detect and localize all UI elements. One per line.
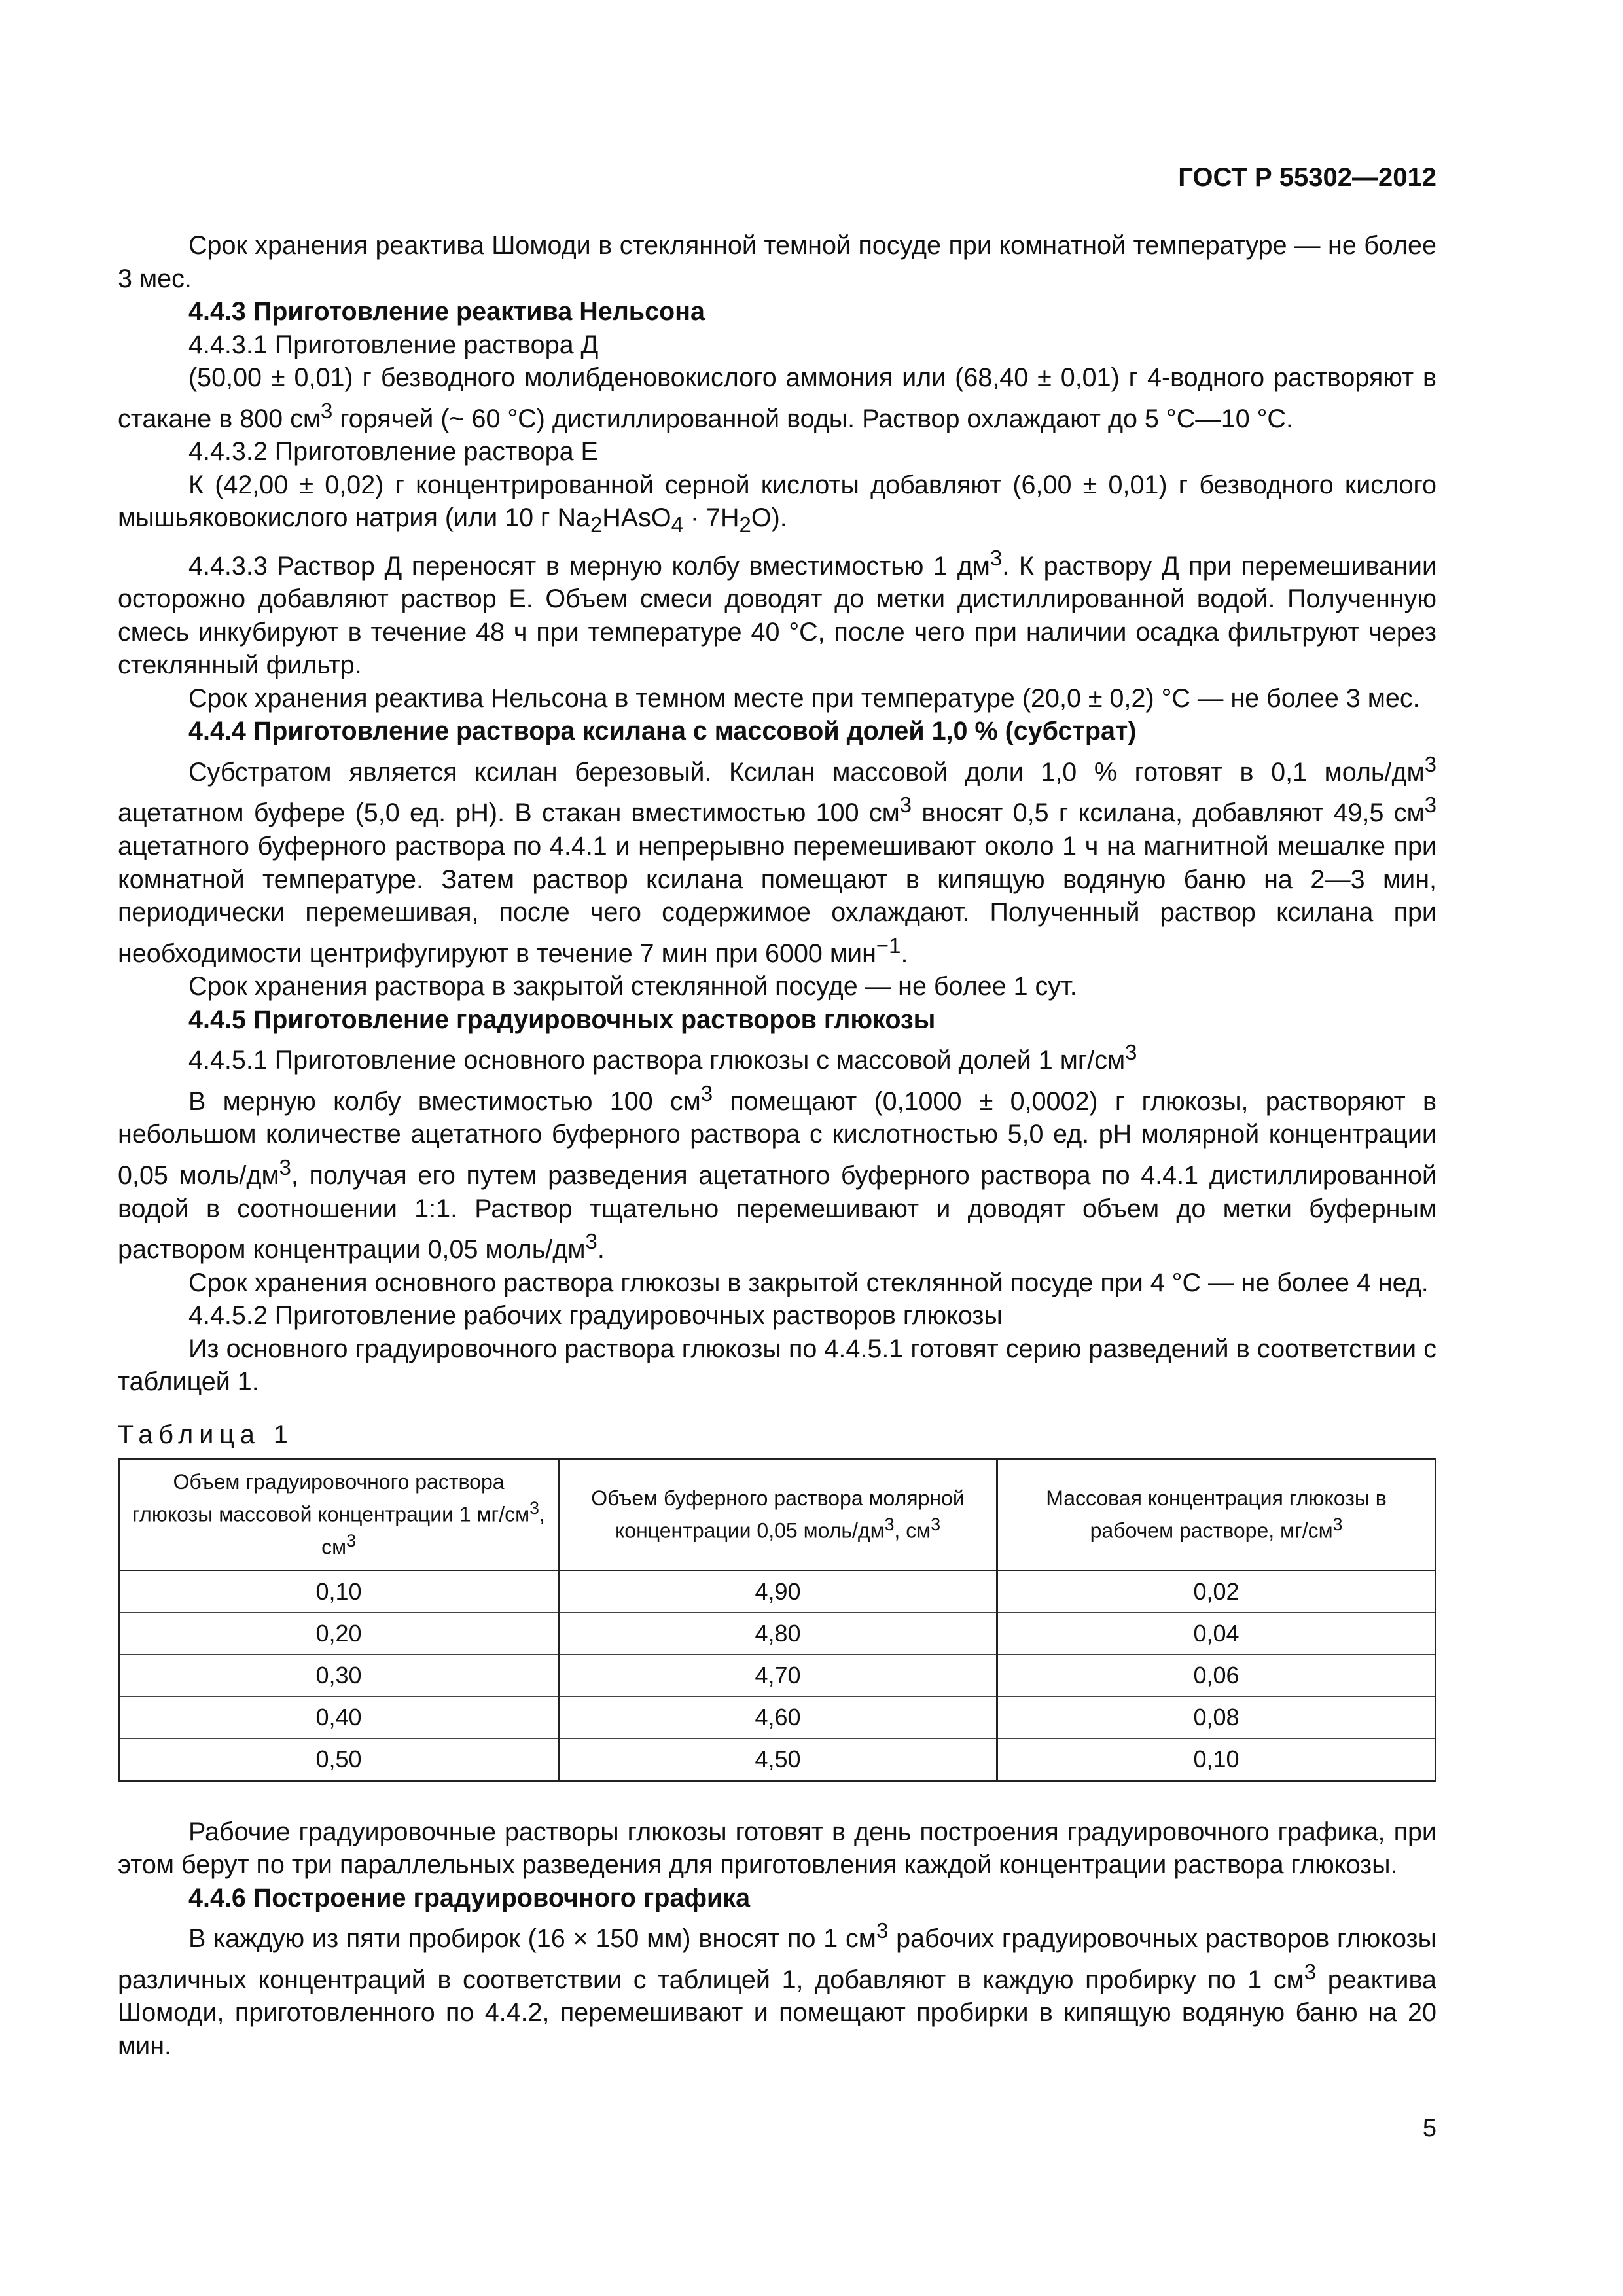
table-cell: 4,90 (559, 1570, 997, 1613)
column-header: Объем буферного раствора молярной концентрации 0,05 моль/$дм^3$, $см^3$ (559, 1459, 997, 1570)
section-heading-4-4-5: 4.4.5 Приготовление градуировочных растворов глюкозы (188, 1005, 936, 1034)
document-body (118, 229, 1436, 2062)
paragraph-calibration-procedure: В каждую из пяти пробирок (16 × 150 мм) вносят по 1 $см^3$ рабочих градуировочных растворов глюкозы различных концентраций в соответствии с таблицей 1, добавляют в каждую пробирку по 1 $см^3$ реактива Шомоди, приготовленного по 4.4.2, перемешивают и помещают пробирки в кипящую водяную баню на 20 мин. (118, 1918, 1437, 2060)
table-cell: 0,10 (119, 1570, 559, 1613)
paragraph-solution-d: (50,00 ± 0,01) г безводного молибденовокислого аммония или (68,40 ± 0,01) г 4-водного растворяют в стакане в 800 $см^3$ горячей (~ 60 °С) дистиллированной воды. Раствор охлаждают до 5 °С—10 °С. (118, 363, 1436, 433)
subsection-4-4-5-1: 4.4.5.1 Приготовление основного раствора глюкозы с массовой долей 1 $мг/см^3$ (188, 1040, 1137, 1075)
column-header: Массовая концентрация глюкозы в рабочем растворе, $мг/см^3$ (997, 1459, 1435, 1570)
paragraph-glucose-stock: В мерную колбу вместимостью 100 $см^3$ помещают (0,1000 ± 0,0002) г глюкозы, растворяют в небольшом количестве ацетатного буферного раствора с кислотностью 5,0 ед. pH молярной концентрации 0,05 моль/$дм^3$, получая его путем разведения ацетатного буферного раствора по 4.4.1 дистиллированной водой в соотношении 1:1. Раствор тщательно перемешивают и доводят объем до метки буферным раствором концентрации 0,05 моль/$дм^3$. (118, 1081, 1437, 1265)
table-row (119, 1613, 1436, 1655)
table-cell: 0,08 (997, 1696, 1435, 1738)
table-row (119, 1738, 1436, 1781)
spacer (118, 1399, 1436, 1418)
table-cell: 0,06 (997, 1655, 1435, 1696)
paragraph-somogyi-storage: Срок хранения реактива Шомоди в стеклянной темной посуде при комнатной температуре — не более 3 мес. (118, 231, 1436, 293)
paragraph-nelson-storage: Срок хранения реактива Нельсона в темном месте при температуре (20,0 ± 0,2) °С — не более 3 мес. (188, 683, 1420, 713)
table-cell: 4,70 (559, 1655, 997, 1696)
table-cell: 0,30 (119, 1655, 559, 1696)
paragraph-4-4-3-3: 4.4.3.3 Раствор Д переносят в мерную колбу вместимостью 1 $дм^3$. К раствору Д при перемешивании осторожно добавляют раствор Е. Объем смеси доводят до метки дистиллированной водой. Полученную смесь инкубируют в течение 48 ч при температуре 40 °С, после чего при наличии осадка фильтруют через стеклянный фильтр. (118, 545, 1437, 680)
table-cell: 0,20 (119, 1613, 559, 1655)
table-cell: 0,40 (119, 1696, 559, 1738)
section-heading-4-4-6: 4.4.6 Построение градуировочного графика (188, 1883, 751, 1912)
table-cell: 4,50 (559, 1738, 997, 1781)
page-number: 5 (1422, 2115, 1436, 2142)
column-header: Объем градуировочного раствора глюкозы массовой концентрации 1 $мг/см^3$, $см^3$ (119, 1459, 559, 1570)
table-cell: 0,10 (997, 1738, 1435, 1781)
paragraph-working-solutions: Рабочие градуировочные растворы глюкозы готовят в день построения градуировочного графика, при этом берут по три параллельных разведения для приготовления каждой концентрации раствора глюкозы. (118, 1817, 1436, 1880)
subsection-4-4-3-1: 4.4.3.1 Приготовление раствора Д (188, 330, 599, 359)
paragraph-dilution-series: Из основного градуировочного раствора глюкозы по 4.4.5.1 готовят серию разведений в соответствии с таблицей 1. (118, 1334, 1436, 1397)
paragraph-xylan-storage: Срок хранения раствора в закрытой стеклянной посуде — не более 1 сут. (188, 972, 1077, 1001)
table-header-row (119, 1459, 1436, 1570)
table-row (119, 1696, 1436, 1738)
table-caption: Таблица 1 (118, 1420, 294, 1449)
subsection-4-4-5-2: 4.4.5.2 Приготовление рабочих градуировочных растворов глюкозы (188, 1301, 1003, 1331)
standard-number: ГОСТ Р 55302—2012 (1178, 163, 1436, 192)
paragraph-xylan: Субстратом является ксилан березовый. Ксилан массовой доли 1,0 % готовят в 0,1 моль/$дм^3$ ацетатном буфере (5,0 ед. pH). В стакан вместимостью 100 $см^3$ вносят 0,5 г ксилана, добавляют 49,5 $см^3$ ацетатного буферного раствора по 4.4.1 и непрерывно перемешивают около 1 ч на магнитной мешалке при комнатной температуре. Затем раствор ксилана помещают в кипящую водяную баню на 2—3 мин, периодически перемешивая, после чего содержимое охлаждают. Полученный раствор ксилана при необходимости центрифугируют в течение 7 мин при 6000 мин$^{-1}$. (118, 751, 1436, 968)
table-cell: 0,02 (997, 1570, 1435, 1613)
table-cell: 4,80 (559, 1613, 997, 1655)
calibration-table (118, 1458, 1436, 1781)
paragraph-glucose-storage: Срок хранения основного раствора глюкозы в закрытой стеклянной посуде при 4 °С — не более 4 нед. (188, 1268, 1429, 1297)
table-row (119, 1570, 1436, 1613)
table-cell: 0,50 (119, 1738, 559, 1781)
section-heading-4-4-3: 4.4.3 Приготовление реактива Нельсона (188, 297, 705, 326)
paragraph-solution-e: К (42,00 ± 0,02) г концентрированной серной кислоты добавляют (6,00 ± 0,01) г безводного кислого мышьяковокислого натрия (или 10 г $Na_2HAsO_4 \cdot 7H_2O$). (118, 470, 1436, 537)
section-heading-4-4-4: 4.4.4 Приготовление раствора ксилана с массовой долей 1,0 % (субстрат) (188, 717, 1137, 746)
table-row (119, 1655, 1436, 1696)
subsection-4-4-3-2: 4.4.3.2 Приготовление раствора Е (188, 437, 598, 467)
table-cell: 4,60 (559, 1696, 997, 1738)
table-cell: 0,04 (997, 1613, 1435, 1655)
